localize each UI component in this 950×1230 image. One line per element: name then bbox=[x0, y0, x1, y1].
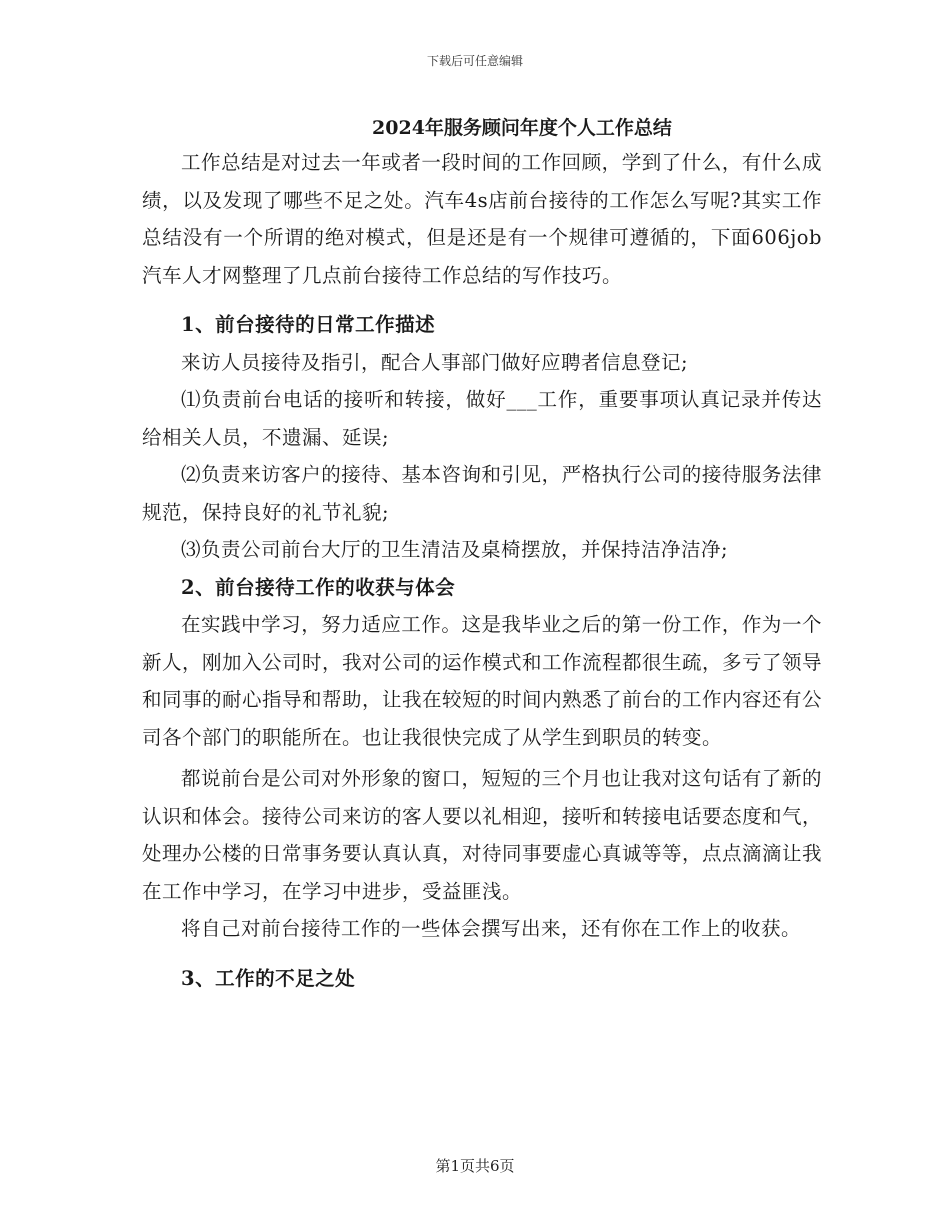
document-body bbox=[142, 112, 822, 997]
section-1-paragraph-3: ⑵负责来访客户的接待、基本咨询和引见，严格执行公司的接待服务法律规范，保持良好的礼节礼貌; bbox=[142, 463, 822, 524]
section-2-paragraph-1: 在实践中学习，努力适应工作。这是我毕业之后的第一份工作，作为一个新人，刚加入公司时，我对公司的运作模式和工作流程都很生疏，多亏了领导和同事的耐心指导和帮助，让我在较短的时间内熟悉了前台的工作内容还有公司各个部门的职能所在。也让我很快完成了从学生到职员的转变。 bbox=[142, 613, 823, 749]
spacer bbox=[142, 948, 822, 960]
spacer bbox=[142, 294, 822, 306]
page-footer: 第1页共6页 bbox=[435, 1157, 515, 1175]
section-2-heading: 2、前台接待工作的收获与体会 bbox=[181, 575, 456, 599]
section-2-paragraph-2: 都说前台是公司对外形象的窗口，短短的三个月也让我对这句话有了新的认识和体会。接待公司来访的客人要以礼相迎，接听和转接电话要态度和气，处理办公楼的日常事务要认真认真，对待同事要虚心真诚等等，点点滴滴让我在工作中学习，在学习中进步，受益匪浅。 bbox=[142, 767, 823, 903]
section-1-paragraph-4: ⑶负责公司前台大厅的卫生清洁及桌椅摆放，并保持洁净洁净; bbox=[181, 538, 729, 561]
section-1-paragraph-2: ⑴负责前台电话的接听和转接，做好___工作，重要事项认真记录并传达给相关人员，不遗漏、延误; bbox=[142, 388, 822, 449]
header-note: 下载后可任意编辑 bbox=[426, 54, 523, 68]
section-1-paragraph-1: 来访人员接待及指引，配合人事部门做好应聘者信息登记; bbox=[181, 350, 689, 374]
section-2-paragraph-3: 将自己对前台接待工作的一些体会撰写出来，还有你在工作上的收获。 bbox=[181, 917, 802, 940]
intro-paragraph: 工作总结是对过去一年或者一段时间的工作回顾，学到了什么，有什么成绩，以及发现了哪些不足之处。汽车4s店前台接待的工作怎么写呢?其实工作总结没有一个所谓的绝对模式，但是还是有一个规律可遵循的，下面606job汽车人才网整理了几点前台接待工作总结的写作技巧。 bbox=[142, 151, 822, 287]
section-1-heading: 1、前台接待的日常工作描述 bbox=[181, 313, 436, 336]
document-title: 2024年服务顾问年度个人工作总结 bbox=[372, 117, 672, 139]
section-3-heading: 3、工作的不足之处 bbox=[181, 966, 356, 990]
